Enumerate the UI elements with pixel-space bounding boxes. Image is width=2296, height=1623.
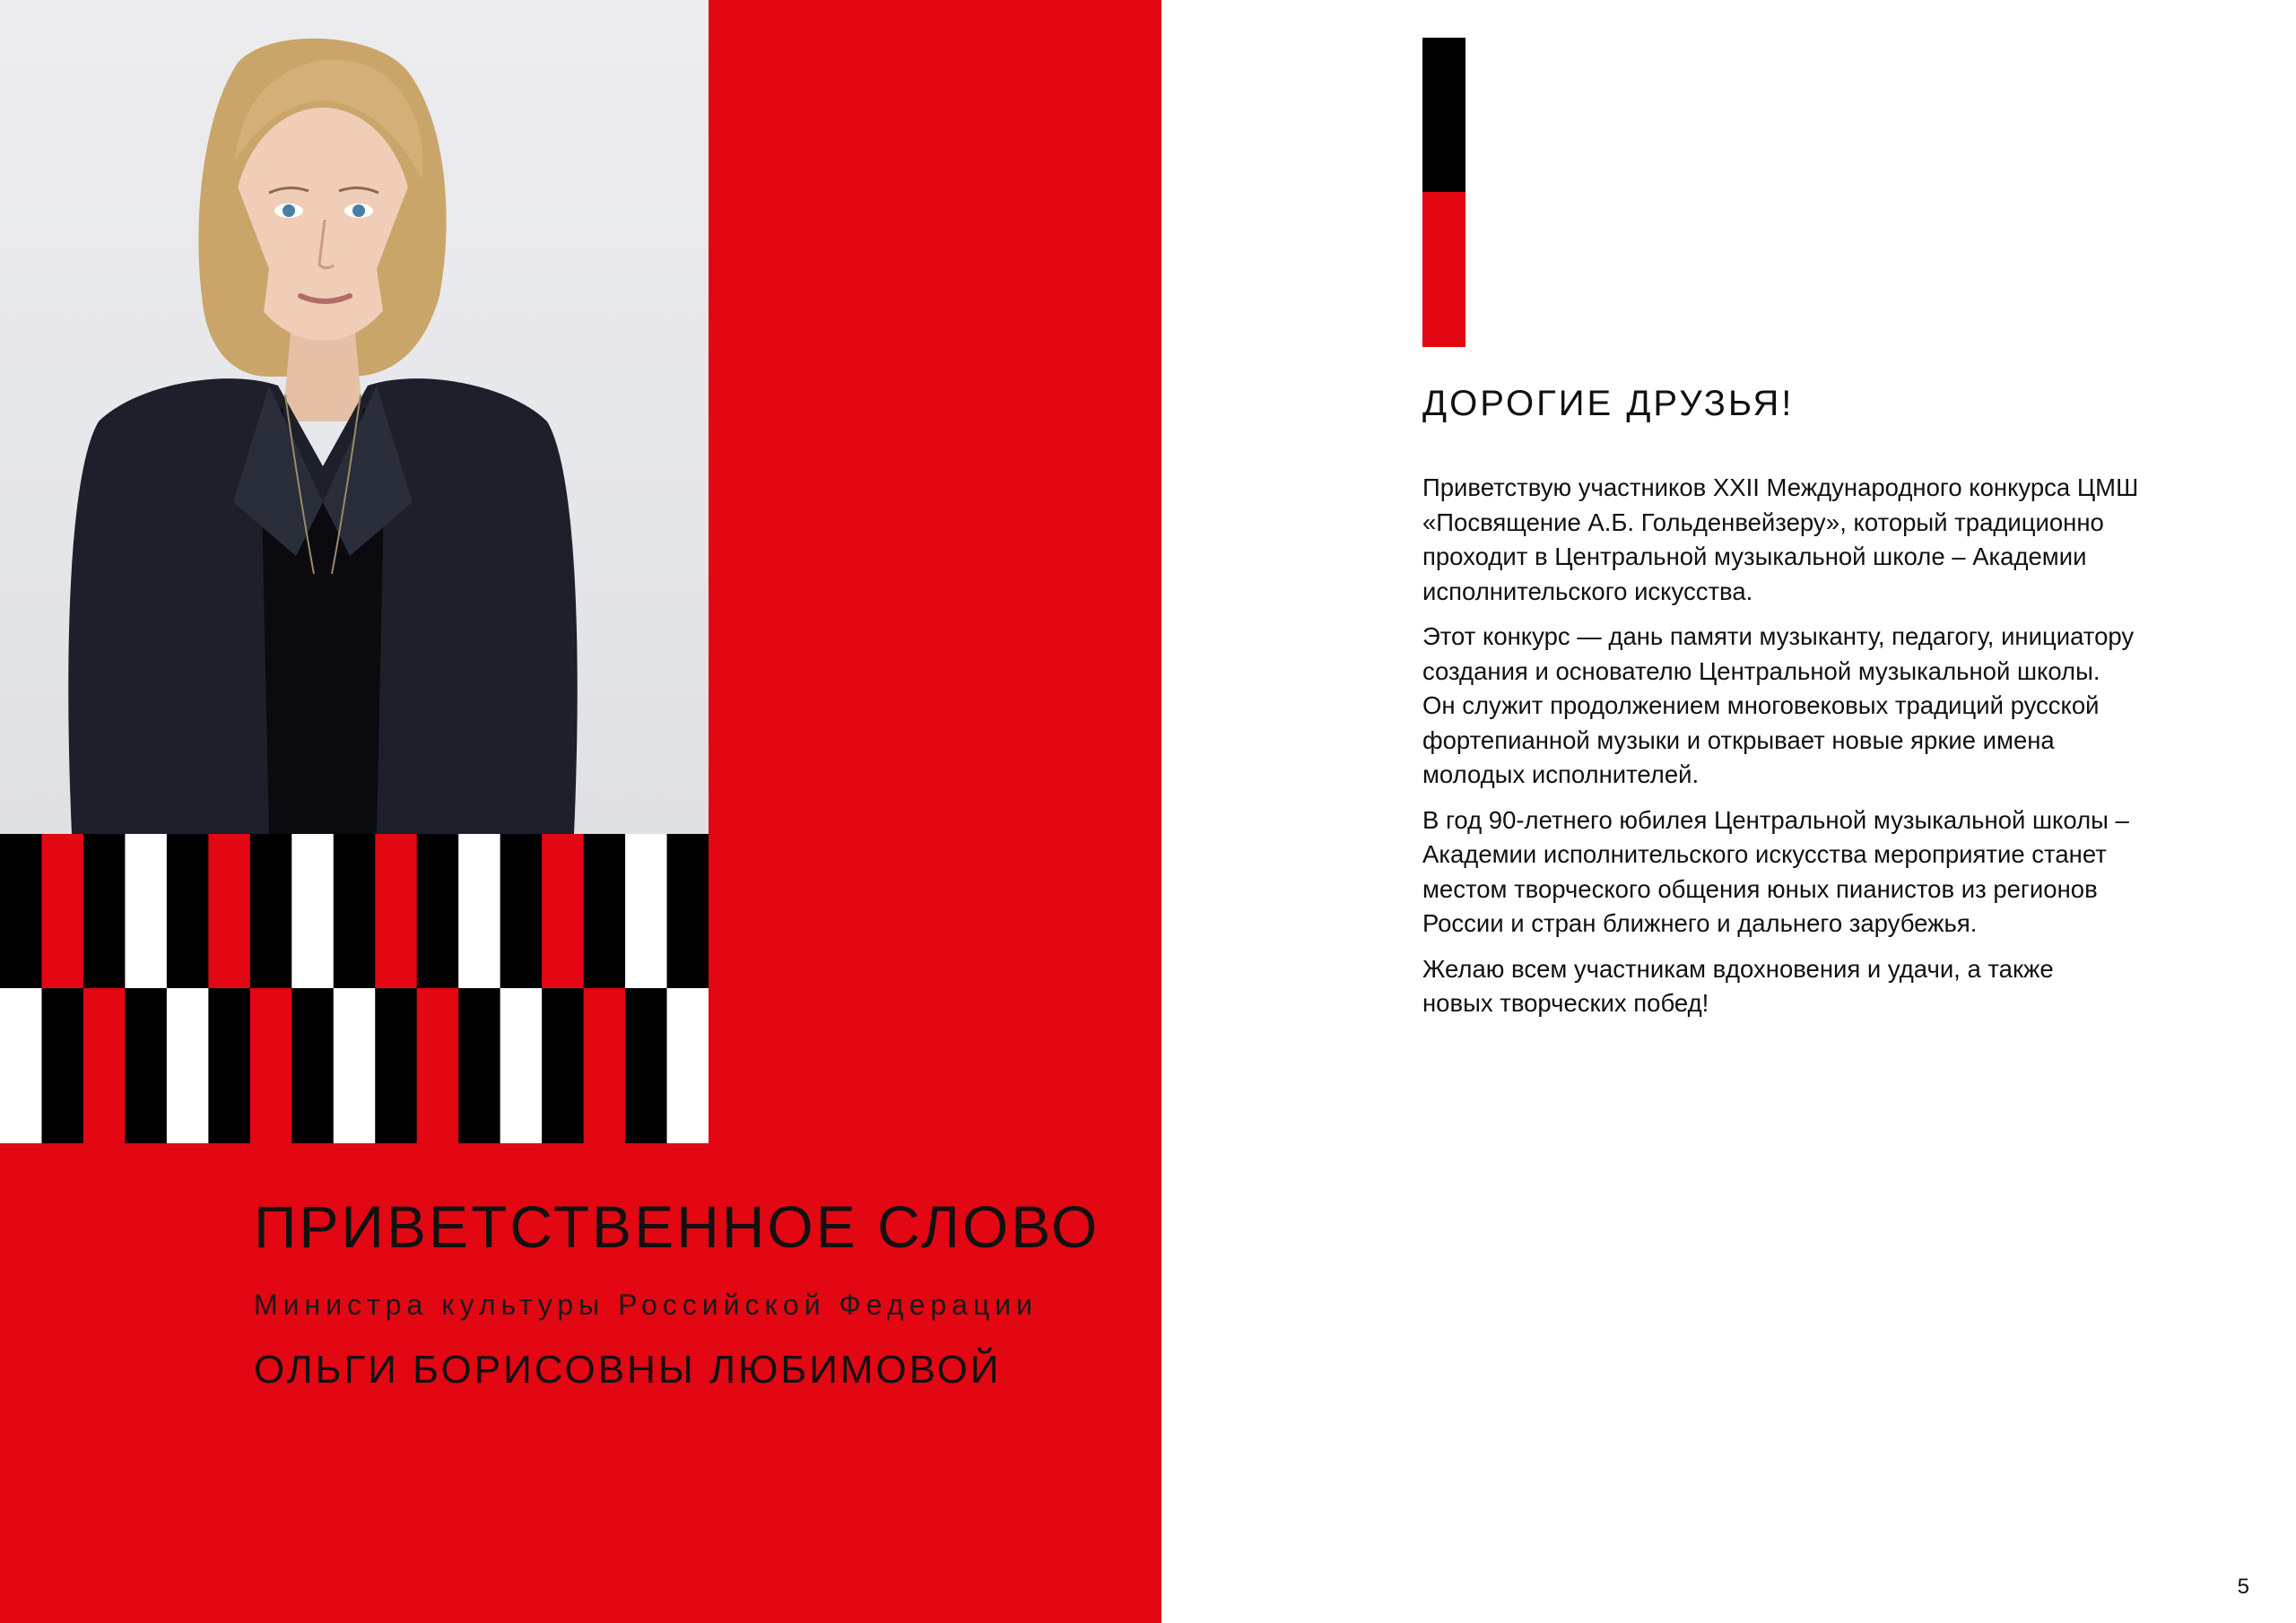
greeting-title: ПРИВЕТСТВЕННОЕ СЛОВО [254, 1193, 1100, 1260]
piano-stripe [375, 988, 417, 1143]
right-page [1161, 0, 2296, 1623]
piano-stripe [334, 834, 376, 988]
piano-stripe [667, 834, 709, 988]
piano-stripe [625, 988, 667, 1143]
letter-paragraph: Приветствую участников XXII Международного конкурса ЦМШ «Посвящение А.Б. Гольденвейзеру», который традиционно проходит в Центральной музыкальной школе – Академии исполнительского искусства. [1422, 473, 2139, 605]
piano-stripe [667, 988, 709, 1143]
piano-stripe [83, 988, 126, 1143]
page-number: 5 [2237, 1575, 2249, 1599]
piano-stripe [458, 834, 500, 988]
piano-stripe [375, 834, 417, 988]
piano-stripe [334, 988, 376, 1143]
piano-stripe [417, 834, 459, 988]
piano-keys-pattern [0, 834, 709, 1143]
flag-bar-black [1422, 38, 1465, 192]
piano-stripe [584, 834, 626, 988]
piano-stripe [125, 834, 167, 988]
letter-paragraph: Желаю всем участникам вдохновения и удачи, а также новых творческих побед! [1422, 954, 2054, 1017]
piano-stripe [83, 834, 126, 988]
piano-stripe [167, 834, 209, 988]
piano-stripe [291, 988, 334, 1143]
minister-portrait [0, 0, 709, 834]
piano-stripe [208, 834, 250, 988]
flag-bar-red [1422, 192, 1465, 347]
piano-stripe [542, 988, 584, 1143]
piano-stripe [458, 988, 500, 1143]
piano-stripe [0, 988, 42, 1143]
piano-stripe [500, 834, 543, 988]
piano-stripe [291, 834, 334, 988]
letter-heading: ДОРОГИЕ ДРУЗЬЯ! [1422, 384, 1795, 423]
piano-stripe [208, 988, 250, 1143]
letter-paragraph: Этот конкурс — дань памяти музыканту, педагогу, инициатору создания и основателю Центральной музыкальной школы. Он служит продолжением многовековых традиций русской фортепианной музыки и открывает новые яркие имена молодых исполнителей. [1422, 622, 2135, 788]
piano-keys-graphic [0, 834, 709, 1143]
piano-stripe [167, 988, 209, 1143]
piano-stripe [125, 988, 167, 1143]
letter-body [1422, 471, 2203, 1032]
flag-bar-decoration [1422, 38, 1465, 347]
greeting-subtitle: Министра культуры Российской Федерации [254, 1289, 1039, 1321]
piano-stripe [542, 834, 584, 988]
piano-stripe [417, 988, 459, 1143]
portrait-illustration [0, 0, 709, 834]
piano-stripe [250, 834, 292, 988]
piano-stripe [0, 834, 42, 988]
piano-stripe [625, 834, 667, 988]
piano-stripe [584, 988, 626, 1143]
minister-name: ОЛЬГИ БОРИСОВНЫ ЛЮБИМОВОЙ [254, 1348, 1002, 1392]
piano-stripe [500, 988, 543, 1143]
piano-stripe [250, 988, 292, 1143]
piano-stripe [41, 988, 83, 1143]
piano-stripe [41, 834, 83, 988]
letter-paragraph: В год 90-летнего юбилея Центральной музыкальной школы – Академии исполнительского искусства мероприятие станет местом творческого общения юных пианистов из регионов России и стран ближнего и дальнего зарубежья. [1422, 805, 2129, 937]
